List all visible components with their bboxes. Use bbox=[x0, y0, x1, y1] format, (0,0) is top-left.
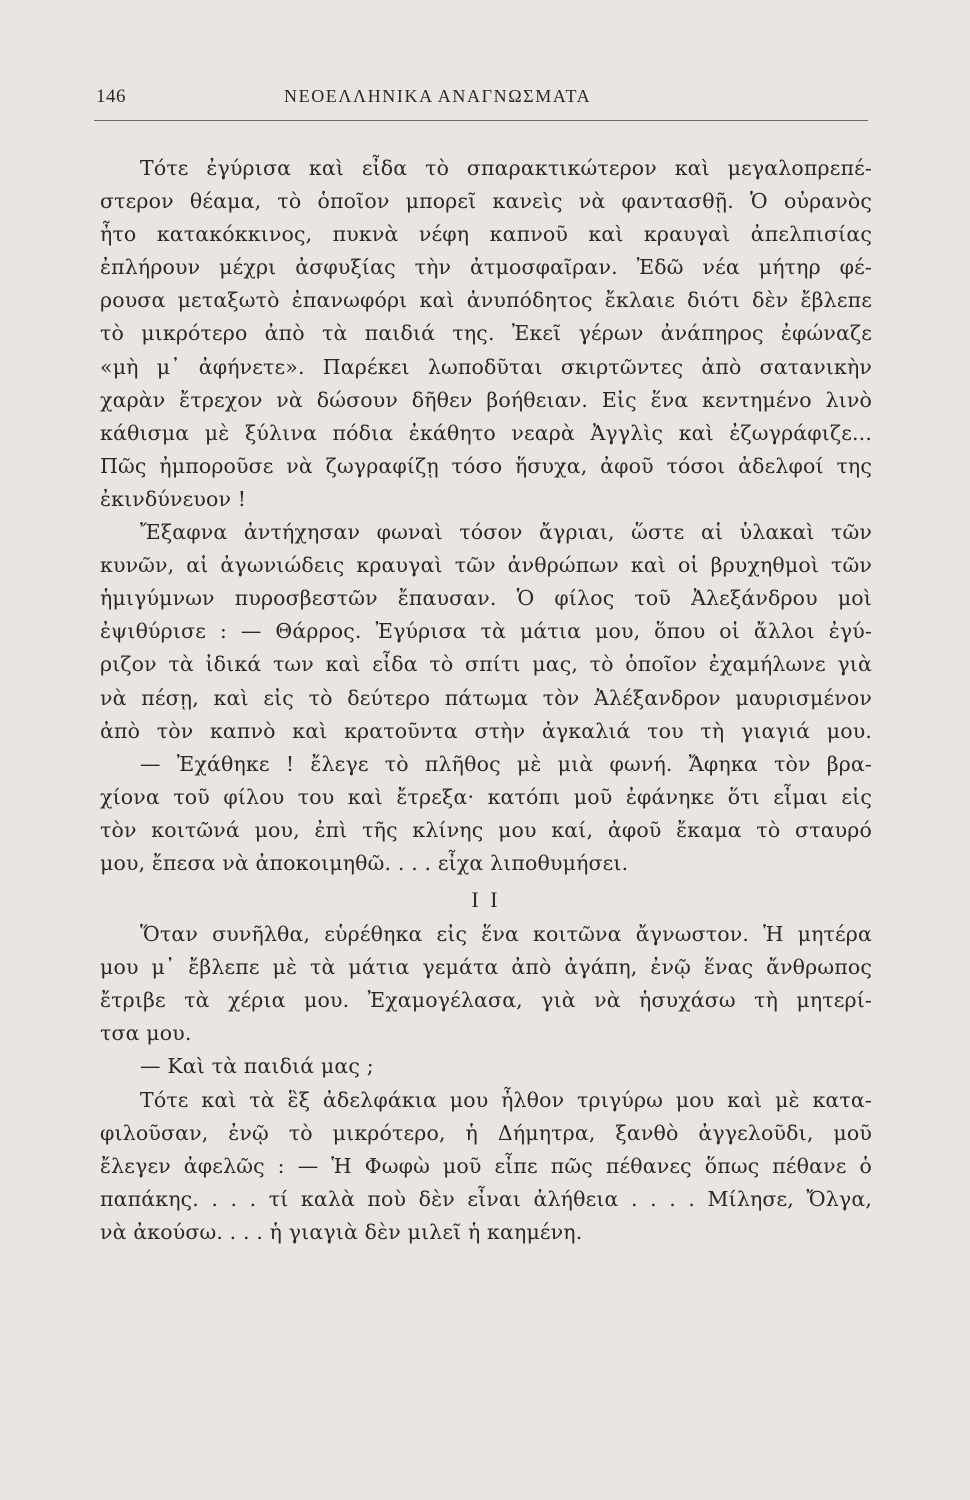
text-line: Ἔξαφνα ἀντήχησαν φωναὶ τόσον ἄγριαι, ὥστε αἱ ὑλακαὶ τῶν bbox=[140, 520, 872, 545]
text-line: τὸν κοιτῶνά μου, ἐπὶ τῆς κλίνης μου καί, ἀφοῦ ἔκαμα τὸ σταυρό bbox=[100, 817, 872, 842]
section-heading: Ι Ι bbox=[471, 887, 501, 913]
text-line: — Καὶ τὰ παιδιά μας ; bbox=[140, 1054, 374, 1079]
text-line: ἀπὸ τὸν καπνὸ καὶ κρατοῦντα στὴν ἀγκαλιά του τὴ γιαγιά μου. bbox=[100, 718, 872, 743]
text-line: χαρὰν ἔτρεχον νὰ δώσουν δῆθεν βοήθειαν. Εἰς ἕνα κεντημένο λινὸ bbox=[100, 387, 872, 412]
text-line: κάθισμα μὲ ξύλινα πόδια ἐκάθητο νεαρὰ Ἀγγλὶς καὶ ἐζωγράφιζε... bbox=[100, 420, 872, 445]
text-line: νὰ ἀκούσω. . . . ἡ γιαγιὰ δὲν μιλεῖ ἡ καημένη. bbox=[100, 1219, 583, 1244]
text-line: ρουσα μεταξωτὸ ἐπανωφόρι καὶ ἀνυπόδητος ἔκλαιε διότι δὲν ἔβλεπε bbox=[100, 288, 872, 313]
text-line: ἐψιθύρισε : — Θάρρος. Ἐγύρισα τὰ μάτια μου, ὅπου οἱ ἄλλοι ἐγύ- bbox=[100, 619, 872, 644]
text-line: χίονα τοῦ φίλου του καὶ ἔτρεξα· κατόπι μοῦ ἐφάνηκε ὅτι εἶμαι εἰς bbox=[100, 784, 872, 809]
body-text bbox=[100, 152, 872, 1249]
text-line: παπάκης. . . . τί καλὰ ποὺ δὲν εἶναι ἀλήθεια . . . . Μίλησε, Ὄλγα, bbox=[100, 1186, 872, 1211]
text-line: μου μ᾽ ἔβλεπε μὲ τὰ μάτια γεμάτα ἀπὸ ἀγάπη, ἐνῷ ἕνας ἄνθρωπος bbox=[100, 955, 872, 980]
text-line: ἔτριβε τὰ χέρια μου. Ἐχαμογέλασα, γιὰ νὰ ἡσυχάσω τὴ μητερί- bbox=[100, 988, 872, 1013]
text-line: στερον θέαμα, τὸ ὁποῖον μπορεῖ κανεὶς νὰ φαντασθῇ. Ὁ οὐρανὸς bbox=[100, 189, 872, 214]
text-line: ἔλεγεν ἀφελῶς : — Ἡ Φωφὼ μοῦ εἶπε πῶς πέθανες ὅπως πέθανε ὁ bbox=[100, 1153, 872, 1178]
text-line: ἐκινδύνευον ! bbox=[100, 486, 247, 511]
text-line: Τότε καὶ τὰ ἓξ ἀδελφάκια μου ἦλθον τριγύρω μου καὶ μὲ κατα- bbox=[140, 1087, 872, 1112]
text-line: ἐπλήρουν μέχρι ἀσφυξίας τὴν ἀτμοσφαῖραν. Ἐδῶ νέα μήτηρ φέ- bbox=[100, 255, 872, 280]
text-line: φιλοῦσαν, ἐνῷ τὸ μικρότερο, ἡ Δήμητρα, ξανθὸ ἀγγελοῦδι, μοῦ bbox=[100, 1120, 872, 1145]
text-line: — Ἐχάθηκε ! ἔλεγε τὸ πλῆθος μὲ μιὰ φωνή. Ἄφηκα τὸν βρα- bbox=[140, 751, 872, 776]
text-line: ἡμιγύμνων πυροσβεστῶν ἔπαυσαν. Ὁ φίλος τοῦ Ἀλεξάνδρου μοὶ bbox=[100, 586, 872, 611]
text-line: νὰ πέσῃ, καὶ εἰς τὸ δεύτερο πάτωμα τὸν Ἀλέξανδρον μαυρισμένον bbox=[100, 685, 872, 710]
text-line: Τότε ἐγύρισα καὶ εἶδα τὸ σπαρακτικώτερον καὶ μεγαλοπρεπέ- bbox=[140, 156, 872, 180]
text-line: Πῶς ἠμποροῦσε νὰ ζωγραφίζῃ τόσο ἥσυχα, ἀφοῦ τόσοι ἀδελφοί της bbox=[100, 453, 872, 478]
text-line: τὸ μικρότερο ἀπὸ τὰ παιδιά της. Ἐκεῖ γέρων ἀνάπηρος ἐφώναζε bbox=[100, 321, 872, 346]
text-line: τσα μου. bbox=[100, 1021, 192, 1046]
text-line: Ὅταν συνῆλθα, εὑρέθηκα εἰς ἕνα κοιτῶνα ἄγνωστον. Ἡ μητέρα bbox=[140, 922, 872, 947]
text-line: κυνῶν, αἱ ἀγωνιώδεις κραυγαὶ τῶν ἀνθρώπων καὶ οἱ βρυχηθμοὶ τῶν bbox=[100, 553, 872, 578]
text-line: ριζον τὰ ἰδικά των καὶ εἶδα τὸ σπίτι μας, τὸ ὁποῖον ἐχαμήλωνε γιὰ bbox=[100, 652, 872, 677]
text-line: ἦτο κατακόκκινος, πυκνὰ νέφη καπνοῦ καὶ κραυγαὶ ἀπελπισίας bbox=[100, 222, 872, 247]
running-title: ΝΕΟΕΛΛΗΝΙΚΑ ΑΝΑΓΝΩΣΜΑΤΑ bbox=[284, 86, 592, 106]
text-line: μου, ἔπεσα νὰ ἀποκοιμηθῶ. . . . εἶχα λιποθυμήσει. bbox=[100, 850, 629, 875]
page-number: 146 bbox=[96, 86, 126, 107]
page-header bbox=[96, 86, 876, 116]
text-line: «μὴ μ᾽ ἀφήνετε». Παρέκει λωποδῦται σκιρτῶντες ἀπὸ σατανικὴν bbox=[100, 354, 872, 379]
header-divider bbox=[94, 120, 868, 121]
